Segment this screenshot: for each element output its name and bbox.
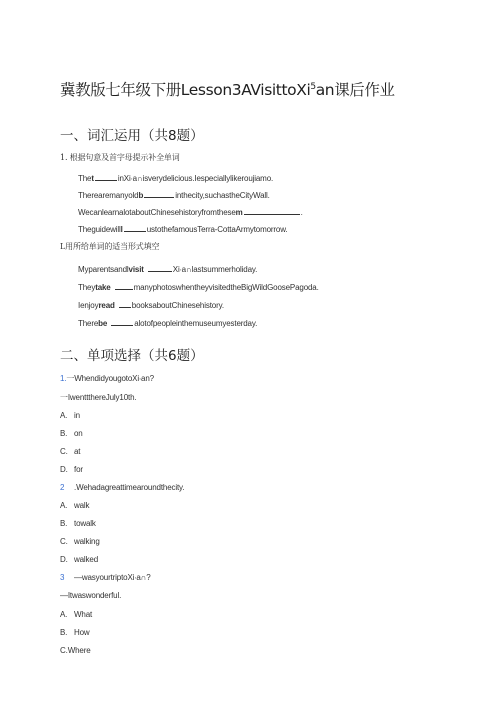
section-choice-heading: 二、单项选择（共6题） (60, 348, 204, 364)
question-1-answer: 一IwenttthereJuly10th. (60, 393, 137, 402)
option-c[interactable]: C. walking (60, 537, 100, 546)
fill-line-3: WecanlearnalotaboutChinesehistoryfromthesem . (78, 208, 303, 217)
option-a[interactable]: A. What (60, 610, 93, 619)
fill-line-4: Theguidewilll ustothefamousTerra-CottaArmytomorrow. (78, 225, 288, 234)
title-superscript: 5 (310, 81, 316, 92)
answer-blank[interactable] (119, 299, 131, 308)
answer-blank[interactable] (115, 281, 133, 290)
form-line-3: Ienjoyread booksaboutChinesehistory. (78, 301, 224, 310)
option-c[interactable]: C. at (60, 447, 81, 456)
part2-heading: L用所给单词的适当形式填空 (60, 242, 160, 251)
answer-blank[interactable] (148, 263, 172, 272)
section-vocabulary-heading: 一、词汇运用（共8题） (60, 128, 204, 144)
question-2-stem: 2 .Wehadagreattimearoundthecity. (60, 483, 185, 492)
option-d[interactable]: D. walked (60, 555, 99, 564)
option-b[interactable]: B. towalk (60, 519, 96, 528)
fill-line-2: Therearemanyoldb inthecity,suchastheCityWall. (78, 191, 270, 200)
answer-blank[interactable] (244, 206, 300, 215)
title-main: 冀教版七年级下册Lesson3AVisittoXi (60, 81, 311, 99)
option-c[interactable]: C.Where (60, 646, 91, 655)
option-d[interactable]: D. for (60, 465, 83, 474)
question-1-stem: 1.一WhendidyougotoXi∙an? (60, 374, 154, 383)
question-3-answer: —Itwaswonderful. (60, 591, 122, 600)
form-line-4: Therebe alotofpeopleinthemuseumyesterday. (78, 319, 258, 328)
question-3-stem: 3 —wasyourtriptoXi∙a∩? (60, 573, 151, 582)
question-number: 1. (60, 374, 67, 383)
form-line-1: Myparentsandlvisit Xi∙a∩lastsummerholiday. (78, 265, 258, 274)
question-number: 2 (60, 483, 65, 492)
option-a[interactable]: A. in (60, 411, 80, 420)
title-tail: an课后作业 (315, 81, 395, 99)
answer-blank[interactable] (124, 223, 146, 232)
answer-blank[interactable] (111, 317, 133, 326)
question-number: 3 (60, 573, 65, 582)
option-b[interactable]: B. How (60, 628, 90, 637)
option-b[interactable]: B. on (60, 429, 83, 438)
option-a[interactable]: A. walk (60, 501, 90, 510)
part1-heading: 1. 根据句意及首字母提示补全单词 (60, 153, 180, 162)
answer-blank[interactable] (144, 189, 174, 198)
form-line-2: Theytake manyphotoswhentheyvisitedtheBigWildGoosePagoda. (78, 283, 319, 292)
document-title (60, 78, 460, 100)
fill-line-1: Thet inXi∙a∩isverydelicious.Iespeciallylikeroujiamo. (78, 174, 274, 183)
answer-blank[interactable] (95, 172, 117, 181)
